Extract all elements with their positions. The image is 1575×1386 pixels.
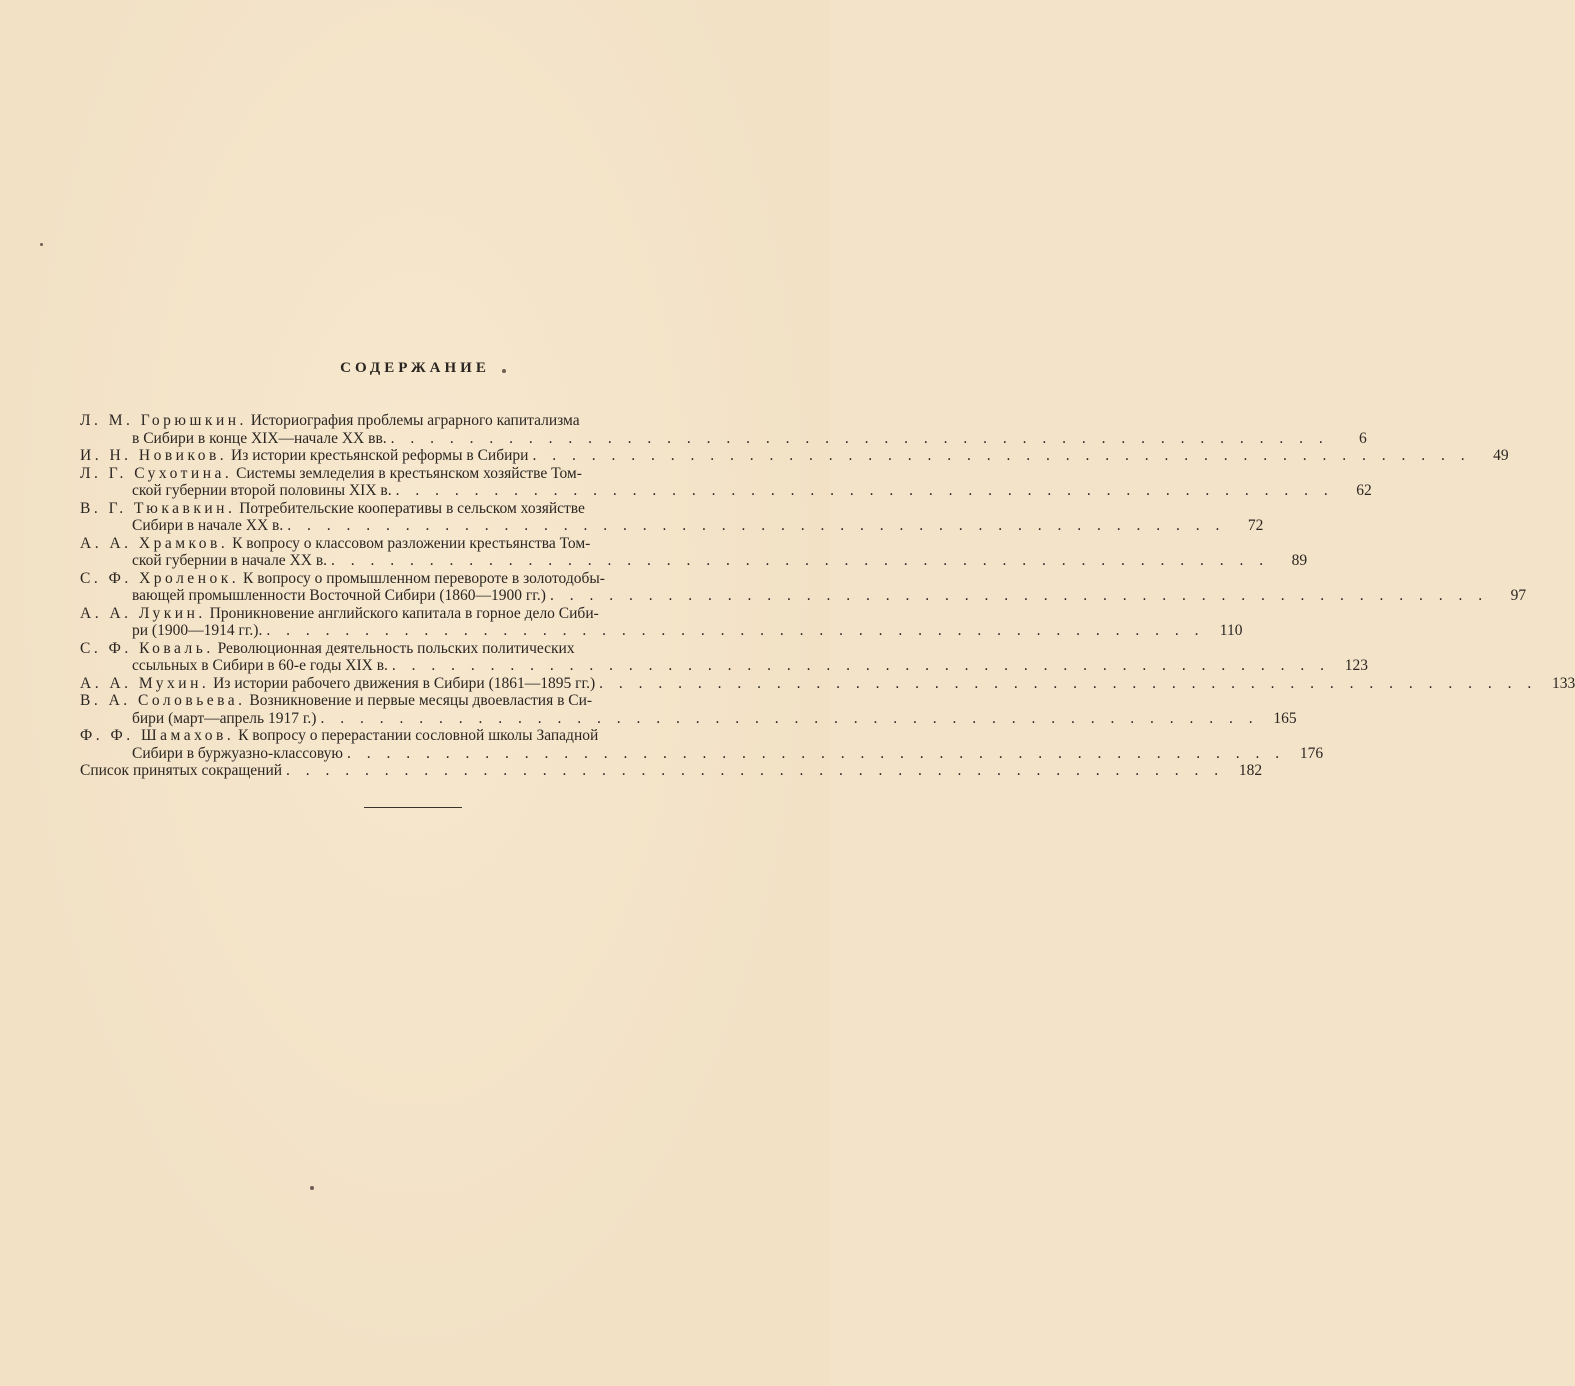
toc-entry-line	[80, 500, 752, 518]
toc-title-text: ской губернии в начале XX в.	[132, 552, 328, 569]
toc-author: Л. Г. Сухотина.	[80, 464, 233, 482]
toc-title-text: Возникновение и первые месяцы двоевластия в Си-	[249, 692, 593, 709]
toc-page-number: 165	[1273, 709, 1297, 727]
paper-speck	[502, 369, 506, 373]
toc-entry-line	[80, 622, 1243, 640]
toc-title-text: в Сибири в конце XIX—начале XX вв.	[132, 429, 387, 447]
toc-author: Л. М. Горюшкин.	[80, 412, 247, 429]
toc-entry-line	[80, 727, 752, 745]
dot-leader	[286, 762, 1224, 780]
dot-leader	[347, 745, 1285, 763]
toc-page-number: 72	[1247, 517, 1264, 534]
toc-entry-line	[80, 465, 752, 483]
toc-title-text: Системы земледелия в крестьянском хозяйстве Том-	[236, 464, 582, 482]
toc-page-number: 97	[1510, 587, 1527, 604]
toc-entry-line	[80, 640, 752, 658]
dot-leader	[392, 657, 1330, 675]
dot-leader	[396, 482, 1334, 500]
toc-entry-line	[80, 744, 1324, 763]
table-of-contents	[80, 412, 1575, 780]
paper-speck	[40, 243, 43, 246]
dot-leader	[550, 587, 1488, 605]
toc-title-text: Проникновение английского капитала в горное дело Сиби-	[209, 604, 599, 622]
toc-page-number: 182	[1238, 762, 1263, 779]
toc-page-number: 89	[1291, 552, 1308, 569]
toc-entry	[80, 464, 1372, 500]
toc-page-number: 110	[1219, 622, 1243, 639]
toc-title-text: бири (март—апрель 1917 г.)	[132, 709, 317, 727]
toc-entry-line	[80, 570, 752, 588]
divider-rule	[364, 807, 462, 808]
toc-entry	[80, 674, 1575, 693]
toc-entry-line	[80, 692, 752, 710]
toc-entry-line	[80, 605, 752, 623]
dot-leader	[331, 552, 1269, 570]
toc-title-text: Из истории крестьянской реформы в Сибири	[231, 447, 529, 464]
toc-title-text: Из истории рабочего движения в Сибири (1861—1895 гг.)	[213, 674, 596, 692]
toc-entry	[80, 499, 1264, 535]
toc-entry	[80, 762, 1263, 780]
dot-leader	[532, 447, 1470, 465]
toc-title-text: К вопросу о перерастании сословной школы Западной	[238, 727, 599, 744]
toc-entry-line	[80, 412, 752, 430]
toc-entry	[80, 727, 1324, 762]
dot-leader	[266, 622, 1204, 640]
dot-leader	[320, 710, 1258, 728]
toc-title-text: ри (1900—1914 гг.).	[132, 622, 263, 639]
toc-author: С. Ф. Коваль.	[80, 639, 214, 657]
toc-entry-line	[80, 517, 1264, 535]
toc-entry-line	[80, 429, 1367, 448]
dot-leader	[599, 675, 1537, 693]
toc-entry-line	[80, 447, 1509, 465]
toc-page-number: 49	[1493, 447, 1509, 464]
toc-title-text: Революционная деятельность польских политических	[217, 639, 575, 657]
toc-entry	[80, 639, 1369, 675]
toc-page-number: 176	[1299, 744, 1324, 762]
paper-speck	[310, 1186, 314, 1190]
toc-title-text: ссыльных в Сибири в 60-е годы XIX в.	[132, 657, 388, 674]
toc-entry	[80, 692, 1297, 727]
toc-entry	[80, 447, 1509, 465]
toc-title-text: Историография проблемы аграрного капитализма	[250, 412, 580, 429]
toc-author: И. Н. Новиков.	[80, 447, 228, 464]
toc-entry-line	[80, 482, 1372, 500]
toc-entry	[80, 534, 1308, 570]
toc-entry-line	[80, 587, 1527, 605]
toc-title-text: Сибири в начале XX в.	[132, 517, 284, 534]
toc-title-text: Сибири в буржуазно-классовую	[132, 744, 343, 762]
toc-entry	[80, 569, 1527, 605]
toc-title-text: Список принятых сокращений	[80, 762, 283, 779]
toc-page-number: 6	[1359, 429, 1367, 447]
toc-entry-line	[80, 552, 1308, 570]
toc-author: А. А. Мухин.	[80, 674, 210, 692]
toc-entry-line	[80, 709, 1297, 728]
toc-entry	[80, 412, 1367, 447]
toc-entry-line	[80, 657, 1369, 675]
toc-entry-line	[80, 762, 1263, 780]
toc-page-number: 123	[1344, 657, 1369, 674]
toc-author: Ф. Ф. Шамахов.	[80, 727, 235, 744]
toc-page-number: 133	[1551, 674, 1575, 692]
toc-entry-line	[80, 674, 1575, 693]
toc-entry-line	[80, 535, 752, 553]
dot-leader	[391, 430, 1329, 448]
dot-leader	[287, 517, 1225, 535]
toc-author: В. А. Соловьева.	[80, 692, 246, 709]
page-title: СОДЕРЖАНИЕ	[340, 360, 490, 376]
toc-title-text: К вопросу о промышленном перевороте в золотодобы-	[243, 569, 605, 587]
toc-title-text: ской губернии второй половины XIX в.	[132, 482, 392, 499]
toc-author: А. А. Храмков.	[80, 534, 229, 552]
toc-page-number: 62	[1356, 482, 1372, 499]
toc-title-text: К вопросу о классовом разложении крестьянства Том-	[232, 534, 591, 552]
toc-author: В. Г. Тюкавкин.	[80, 499, 236, 517]
toc-author: С. Ф. Хроленок.	[80, 569, 240, 587]
toc-title-text: вающей промышленности Восточной Сибири (1860—1900 гг.)	[132, 587, 546, 604]
toc-title-text: Потребительские кооперативы в сельском хозяйстве	[239, 499, 585, 517]
toc-author: А. А. Лукин.	[80, 604, 206, 622]
toc-entry	[80, 604, 1243, 640]
